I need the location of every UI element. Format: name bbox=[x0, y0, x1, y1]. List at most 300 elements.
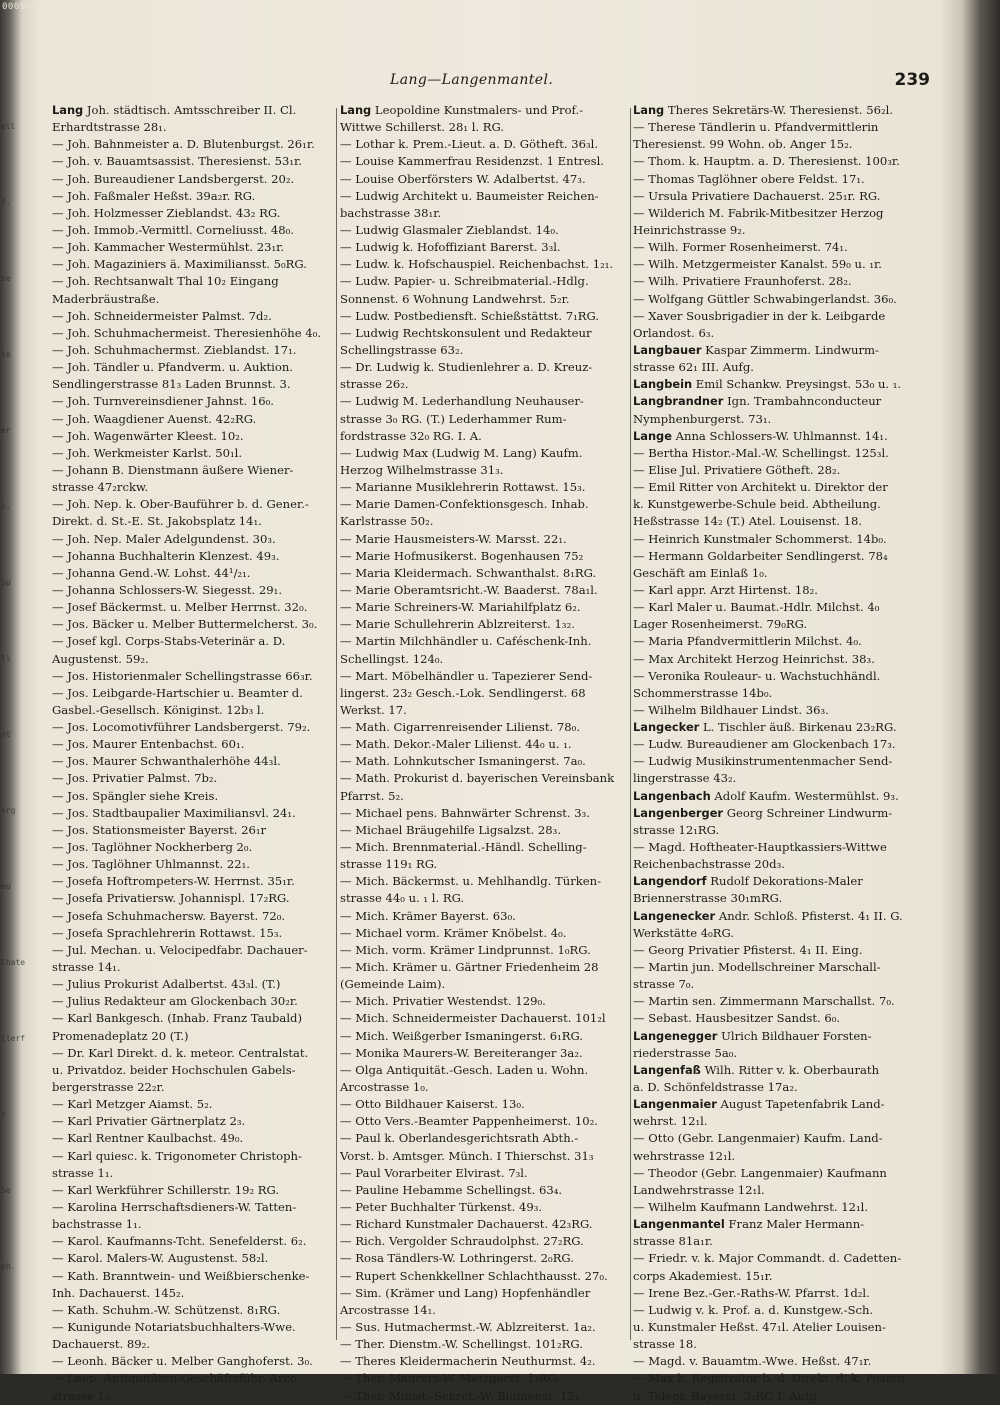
directory-entry-line bbox=[340, 1250, 628, 1267]
entry-text: — Xaver Sousbrigadier in der k. Leibgarde bbox=[633, 308, 886, 323]
entry-text: — Josefa Hoftrompeters-W. Herrnst. 35₁r. bbox=[52, 874, 295, 889]
entry-text: u. Privatdoz. beider Hochschulen Gabels- bbox=[52, 1062, 296, 1077]
entry-text: Ulrich Bildhauer Forsten- bbox=[717, 1028, 872, 1043]
directory-entry-line bbox=[52, 753, 338, 770]
entry-text: — Kath. Branntwein- und Weißbierschenke- bbox=[52, 1268, 310, 1283]
margin-fragment: ph. bbox=[1, 1262, 16, 1271]
directory-entry-line bbox=[633, 342, 925, 359]
directory-entry-line bbox=[52, 925, 338, 942]
entry-text: — Ludwig Glasmaler Zieblandst. 14₀. bbox=[340, 222, 559, 237]
entry-text: strasse 12₁RG. bbox=[633, 822, 720, 837]
entry-text: Reichenbachstrasse 20d₃. bbox=[633, 857, 785, 872]
directory-entry-line bbox=[52, 1165, 338, 1182]
directory-entry-line bbox=[633, 668, 925, 685]
directory-entry-line bbox=[340, 273, 628, 290]
entry-text: — Joh. Bureaudiener Landsbergerst. 20₂. bbox=[52, 171, 295, 186]
entry-text: — Mart. Möbelhändler u. Tapezierer Send- bbox=[340, 668, 593, 683]
margin-fragment: ell bbox=[1, 122, 16, 131]
entry-text: — Wilh. Former Rosenheimerst. 74₁. bbox=[633, 240, 848, 255]
entry-text: — Mich. Brennmaterial.-Händl. Schelling- bbox=[340, 840, 587, 855]
directory-entry-line bbox=[52, 393, 338, 410]
directory-entry-line bbox=[52, 873, 338, 890]
directory-entry-line bbox=[340, 376, 628, 393]
directory-entry-line bbox=[633, 171, 925, 188]
directory-entry-line bbox=[340, 1096, 628, 1113]
entry-text: — Karl appr. Arzt Hirtenst. 18₂. bbox=[633, 582, 818, 597]
entry-text: — Veronika Rouleaur- u. Wachstuchhändl. bbox=[633, 668, 881, 683]
entry-text: — Ther. Minist.-Sekret.-W. Blumenst. 15₁. bbox=[340, 1388, 584, 1403]
entry-text: — Joh. Turnvereinsdiener Jahnst. 16₀. bbox=[52, 394, 274, 409]
directory-entry-line bbox=[633, 153, 925, 170]
entry-text: — Bertha Histor.-Mal.-W. Schellingst. 125₃l. bbox=[633, 445, 889, 460]
entry-text: — Peter Buchhalter Türkenst. 49₃. bbox=[340, 1200, 543, 1214]
entry-text: — Ludwig k. Hofoffiziant Barerst. 3₃l. bbox=[340, 240, 561, 255]
entry-text: — Mich. Weißgerber Ismaningerst. 6₁RG. bbox=[340, 1028, 583, 1043]
entry-text: — Joh. Wagenwärter Kleest. 10₂. bbox=[52, 428, 244, 443]
directory-entry-line bbox=[340, 1268, 628, 1285]
directory-entry-line bbox=[633, 1079, 925, 1096]
entry-text: fordstrasse 32₀ RG. I. A. bbox=[340, 428, 482, 443]
entry-text: — Julius Redakteur am Glockenbach 30₂r. bbox=[52, 994, 298, 1009]
directory-entry-line bbox=[340, 205, 628, 222]
entry-text: — Jul. Mechan. u. Velocipedfabr. Dachauer- bbox=[52, 942, 308, 957]
entry-text: — Friedr. v. k. Major Commandt. d. Cadetten- bbox=[633, 1251, 902, 1266]
page-number: 239 bbox=[894, 70, 930, 90]
entry-text: — Max Architekt Herzog Heinrichst. 38₃. bbox=[633, 651, 875, 666]
entry-text: Theres Sekretärs-W. Theresienst. 56₂l. bbox=[664, 103, 894, 117]
entry-text: Theresienst. 99 Wohn. ob. Anger 15₂. bbox=[633, 137, 853, 152]
entry-text: Leopoldine Kunstmalers- und Prof.- bbox=[371, 103, 584, 117]
directory-entry-line bbox=[52, 136, 338, 153]
directory-entry-line bbox=[633, 582, 925, 599]
directory-entry-line bbox=[52, 222, 338, 239]
directory-entry-line bbox=[52, 702, 338, 719]
entry-text: — Irene Bez.-Ger.-Raths-W. Pfarrst. 1d₂l. bbox=[633, 1285, 870, 1300]
surname-heading: Langenberger bbox=[633, 805, 724, 820]
entry-text: — Joh. Schuhmachermst. Zieblandst. 17₁. bbox=[52, 342, 297, 357]
directory-entry-line bbox=[633, 411, 925, 428]
entry-text: riederstrasse 5a₀. bbox=[633, 1045, 738, 1060]
entry-text: Pfarrst. 5₂. bbox=[340, 788, 404, 803]
directory-entry-line bbox=[340, 1028, 628, 1045]
entry-text: — Michael Bräugehilfe Ligsalzst. 28₃. bbox=[340, 822, 562, 837]
entry-text: strasse 14₁. bbox=[52, 960, 121, 975]
directory-entry-line bbox=[52, 359, 338, 376]
directory-entry-line bbox=[52, 1216, 338, 1233]
directory-entry-line bbox=[633, 325, 925, 342]
entry-text: Nymphenburgerst. 73₁. bbox=[633, 411, 772, 426]
directory-entry-line bbox=[633, 1268, 925, 1285]
directory-entry-line bbox=[52, 188, 338, 205]
margin-fragment: ll bbox=[1, 654, 11, 663]
entry-text: — Karl Werkführer Schillerstr. 19₂ RG. bbox=[52, 1182, 280, 1197]
entry-text: Heßstrasse 14₂ (T.) Atel. Louisenst. 18. bbox=[633, 514, 863, 529]
entry-text: Landwehrstrasse 12₁l. bbox=[633, 1182, 765, 1197]
entry-text: — Marie Hofmusikerst. Bogenhausen 75₂ bbox=[340, 548, 584, 563]
directory-entry-line bbox=[633, 102, 925, 119]
directory-entry-line bbox=[52, 1130, 338, 1147]
entry-text: — Ludw. k. Hofschauspiel. Reichenbachst. 1₂₁. bbox=[340, 257, 614, 272]
entry-text: — Rosa Tändlers-W. Lothringerst. 2₀RG. bbox=[340, 1251, 574, 1266]
entry-text: strasse 7₀. bbox=[633, 977, 695, 992]
directory-entry-line bbox=[633, 1336, 925, 1353]
directory-entry-line bbox=[52, 273, 338, 290]
directory-entry-line bbox=[52, 582, 338, 599]
directory-entry-line bbox=[52, 993, 338, 1010]
entry-text: — Ther. Maurers-W. Metzgerst. 1₁RG. bbox=[340, 1371, 561, 1386]
directory-entry-line bbox=[340, 1233, 628, 1250]
entry-text: bachstrasse 38₁r. bbox=[340, 205, 442, 220]
directory-entry-line bbox=[633, 959, 925, 976]
surname-heading: Langbein bbox=[633, 377, 693, 392]
entry-text: strasse 18. bbox=[633, 1337, 697, 1352]
entry-text: — Jos. Taglöhner Nockherberg 2₀. bbox=[52, 840, 253, 855]
directory-entry-line bbox=[633, 222, 925, 239]
entry-text: Werkst. 17. bbox=[340, 702, 407, 717]
entry-text: — Jos. Locomotivführer Landsbergerst. 79₂. bbox=[52, 720, 311, 735]
entry-text: Maderbräustraße. bbox=[52, 291, 160, 306]
entry-text: — Mich. vorm. Krämer Lindprunnst. 1₀RG. bbox=[340, 942, 591, 957]
directory-entry-line bbox=[633, 428, 925, 445]
entry-text: Briennerstrasse 30₁mRG. bbox=[633, 891, 783, 906]
page-title: Lang—Langenmantel. bbox=[390, 72, 554, 88]
directory-entry-line bbox=[633, 308, 925, 325]
directory-entry-line bbox=[633, 976, 925, 993]
entry-text: corps Akademiest. 15₁r. bbox=[633, 1268, 773, 1283]
entry-text: — Karl Rentner Kaulbachst. 49₀. bbox=[52, 1131, 244, 1146]
directory-entry-line bbox=[633, 599, 925, 616]
entry-text: — Wolfgang Güttler Schwabingerlandst. 36₀. bbox=[633, 291, 897, 306]
entry-text: — Paul k. Oberlandesgerichtsrath Abth.- bbox=[340, 1131, 579, 1146]
entry-text: — Math. Dekor.-Maler Lilienst. 44₀ u. ₁. bbox=[340, 737, 572, 752]
entry-text: — Karl Bankgesch. (Inhab. Franz Taubald) bbox=[52, 1011, 302, 1026]
directory-column-3 bbox=[633, 102, 925, 1405]
directory-entry-line bbox=[633, 805, 925, 822]
directory-entry-line bbox=[633, 993, 925, 1010]
directory-entry-line bbox=[52, 291, 338, 308]
directory-entry-line bbox=[340, 651, 628, 668]
directory-entry-line bbox=[633, 1148, 925, 1165]
entry-text: Schommerstrasse 14b₀. bbox=[633, 685, 773, 700]
entry-text: — Ludwig Max (Ludwig M. Lang) Kaufm. bbox=[340, 445, 583, 460]
entry-text: Arcostrasse 1₀. bbox=[340, 1080, 429, 1095]
directory-entry-line bbox=[340, 411, 628, 428]
directory-entry-line bbox=[52, 1148, 338, 1165]
entry-text: — Math. Lohnkutscher Ismaningerst. 7a₀. bbox=[340, 754, 586, 769]
entry-text: — Wilh. Metzgermeister Kanalst. 59₀ u. ₁r. bbox=[633, 257, 882, 272]
directory-entry-line bbox=[52, 1353, 338, 1370]
directory-entry-line bbox=[52, 839, 338, 856]
entry-text: — Mich. Bäckermst. u. Mehlhandlg. Türken- bbox=[340, 874, 602, 889]
directory-entry-line bbox=[633, 1130, 925, 1147]
directory-entry-line bbox=[633, 1182, 925, 1199]
directory-entry-line bbox=[52, 959, 338, 976]
entry-text: — Otto Bildhauer Kaiserst. 13₀. bbox=[340, 1097, 525, 1112]
directory-entry-line bbox=[340, 1148, 628, 1165]
directory-entry-line bbox=[52, 736, 338, 753]
entry-text: — Jos. Bäcker u. Melber Buttermelcherst. 3₀. bbox=[52, 617, 318, 632]
entry-text: Adolf Kaufm. Westermühlst. 9₃. bbox=[710, 788, 899, 803]
directory-entry-line bbox=[633, 273, 925, 290]
directory-entry-line bbox=[633, 1233, 925, 1250]
entry-text: Direkt. d. St.-E. St. Jakobsplatz 14₁. bbox=[52, 514, 262, 529]
entry-text: Werkstätte 4₀RG. bbox=[633, 925, 735, 940]
directory-entry-line bbox=[633, 1010, 925, 1027]
entry-text: Andr. Schloß. Pfisterst. 4₁ II. G. bbox=[715, 908, 903, 923]
entry-text: Ign. Trambahnconducteur bbox=[723, 394, 882, 409]
entry-text: — Marie Hausmeisters-W. Marsst. 22₁. bbox=[340, 531, 567, 546]
entry-text: — Ludwig Rechtskonsulent und Redakteur bbox=[340, 325, 592, 340]
directory-entry-line bbox=[340, 1285, 628, 1302]
margin-fragment: Sp bbox=[1, 578, 11, 587]
entry-text: Vorst. b. Amtsger. Münch. I Thierschst. 31₃ bbox=[340, 1148, 594, 1163]
directory-entry-line bbox=[340, 1370, 628, 1387]
directory-entry-line bbox=[633, 565, 925, 582]
entry-text: — Ludwig M. Lederhandlung Neuhauser- bbox=[340, 394, 584, 409]
directory-entry-line bbox=[52, 171, 338, 188]
directory-entry-line bbox=[633, 1216, 925, 1233]
directory-entry-line bbox=[52, 770, 338, 787]
entry-text: — Kunigunde Notariatsbuchhalters-Wwe. bbox=[52, 1319, 296, 1334]
entry-text: Augustenst. 59₂. bbox=[52, 651, 149, 666]
entry-text: — Joh. Waagdiener Auenst. 42₂RG. bbox=[52, 411, 257, 426]
directory-entry-line bbox=[52, 205, 338, 222]
entry-text: strasse 26₂. bbox=[340, 377, 409, 392]
directory-entry-line bbox=[340, 770, 628, 787]
entry-text: — Joh. Schneidermeister Palmst. 7d₂. bbox=[52, 308, 272, 323]
directory-entry-line bbox=[52, 153, 338, 170]
directory-entry-line bbox=[340, 531, 628, 548]
directory-entry-line bbox=[633, 788, 925, 805]
entry-text: — Karol. Kaufmanns-Tcht. Senefelderst. 6₂. bbox=[52, 1234, 307, 1249]
entry-text: a. D. Schönfeldstrasse 17a₂. bbox=[633, 1080, 798, 1095]
entry-text: — Karl quiesc. k. Trigonometer Christoph- bbox=[52, 1148, 302, 1163]
directory-entry-line bbox=[52, 1388, 338, 1405]
directory-entry-line bbox=[340, 462, 628, 479]
entry-text: strasse 47₂rckw. bbox=[52, 480, 149, 495]
entry-text: — Johanna Buchhalterin Klenzest. 49₃. bbox=[52, 548, 280, 563]
entry-text: — Therese Tändlerin u. Pfandvermittlerin bbox=[633, 120, 879, 135]
surname-heading: Langenecker bbox=[633, 908, 716, 923]
entry-text: — Marianne Musiklehrerin Rottawst. 15₃. bbox=[340, 480, 586, 495]
directory-entry-line bbox=[633, 291, 925, 308]
entry-text: — Josefa Privatiersw. Johannispl. 17₂RG. bbox=[52, 891, 290, 906]
directory-entry-line bbox=[633, 1113, 925, 1130]
directory-entry-line bbox=[52, 1233, 338, 1250]
entry-text: — Jos. Stadtbaupalier Maximiliansvl. 24₁. bbox=[52, 805, 296, 820]
directory-entry-line bbox=[52, 325, 338, 342]
entry-text: — Ludw. Papier- u. Schreibmaterial.-Hdlg. bbox=[340, 274, 589, 289]
margin-fragment: er bbox=[1, 426, 11, 435]
entry-text: Heinrichstrasse 9₂. bbox=[633, 222, 746, 237]
directory-entry-line bbox=[633, 1285, 925, 1302]
entry-text: — Karolina Herrschaftsdieners-W. Tatten- bbox=[52, 1200, 297, 1214]
surname-heading: Langenmaier bbox=[633, 1097, 717, 1112]
directory-entry-line bbox=[633, 685, 925, 702]
directory-entry-line bbox=[52, 1062, 338, 1079]
entry-text: — Jos. Leibgarde-Hartschier u. Beamter d. bbox=[52, 685, 303, 700]
directory-entry-line bbox=[52, 599, 338, 616]
directory-entry-line bbox=[340, 1130, 628, 1147]
entry-text: — Elise Jul. Privatiere Götheft. 28₂. bbox=[633, 462, 841, 477]
entry-text: — Olga Antiquität.-Gesch. Laden u. Wohn. bbox=[340, 1062, 589, 1077]
directory-entry-line bbox=[340, 839, 628, 856]
directory-entry-line bbox=[340, 102, 628, 119]
entry-text: Lager Rosenheimerst. 79₀RG. bbox=[633, 617, 808, 632]
surname-heading: Langendorf bbox=[633, 874, 707, 889]
entry-text: — Karol. Malers-W. Augustenst. 58₂l. bbox=[52, 1251, 269, 1266]
surname-heading: Langenmantel bbox=[633, 1217, 725, 1232]
entry-text: — Josef Bäckermst. u. Melber Herrnst. 32₀. bbox=[52, 600, 308, 615]
entry-text: Geschäft am Einlaß 1₀. bbox=[633, 565, 768, 580]
directory-entry-line bbox=[340, 753, 628, 770]
directory-entry-line bbox=[340, 890, 628, 907]
entry-text: — Ludwig Architekt u. Baumeister Reichen- bbox=[340, 188, 599, 203]
directory-entry-line bbox=[340, 736, 628, 753]
directory-entry-line bbox=[52, 633, 338, 650]
entry-text: — Math. Cigarrenreisender Lilienst. 78₀. bbox=[340, 720, 580, 735]
entry-text: — Louise Kammerfrau Residenzst. 1 Entresl. bbox=[340, 154, 604, 169]
entry-text: — Martin Milchhändler u. Caféschenk-Inh. bbox=[340, 634, 592, 649]
directory-entry-line bbox=[52, 788, 338, 805]
entry-text: — Pauline Hebamme Schellingst. 63₄. bbox=[340, 1182, 563, 1197]
entry-text: — Paul Vorarbeiter Elvirast. 7₃l. bbox=[340, 1165, 528, 1180]
directory-entry-line bbox=[340, 1336, 628, 1353]
entry-text: — Joh. Kammacher Westermühlst. 23₁r. bbox=[52, 240, 285, 255]
entry-text: — Magd. v. Bauamtm.-Wwe. Heßst. 47₁r. bbox=[633, 1354, 872, 1369]
directory-entry-line bbox=[633, 651, 925, 668]
margin-fragment: le bbox=[1, 350, 11, 359]
margin-fragment: Chate bbox=[1, 958, 26, 967]
directory-entry-line bbox=[340, 171, 628, 188]
entry-text: — Martin jun. Modellschreiner Marschall- bbox=[633, 960, 881, 975]
directory-entry-line bbox=[633, 822, 925, 839]
entry-text: — Joh. Nep. k. Ober-Bauführer b. d. Gener.- bbox=[52, 497, 309, 512]
directory-entry-line bbox=[340, 136, 628, 153]
entry-text: — Ursula Privatiere Dachauerst. 25₁r. RG. bbox=[633, 188, 881, 203]
directory-entry-line bbox=[52, 1302, 338, 1319]
directory-entry-line bbox=[52, 548, 338, 565]
directory-entry-line bbox=[52, 119, 338, 136]
margin-fragment: l. bbox=[1, 502, 11, 511]
entry-text: — Leonh. Bäcker u. Melber Ganghoferst. 3₀. bbox=[52, 1354, 313, 1369]
entry-text: — Emil Ritter von Architekt u. Direktor der bbox=[633, 480, 888, 495]
directory-entry-line bbox=[52, 256, 338, 273]
directory-entry-line bbox=[340, 993, 628, 1010]
directory-entry-line bbox=[340, 1388, 628, 1405]
entry-text: — Mich. Schneidermeister Dachauerst. 101₂l bbox=[340, 1011, 606, 1026]
directory-entry-line bbox=[52, 805, 338, 822]
entry-text: Karlstrasse 50₂. bbox=[340, 514, 434, 529]
entry-text: — Wilhelm Kaufmann Landwehrst. 12₁l. bbox=[633, 1200, 869, 1214]
entry-text: — Dr. Karl Direkt. d. k. meteor. Centralstat. bbox=[52, 1045, 309, 1060]
directory-entry-line bbox=[633, 925, 925, 942]
entry-text: Sonnenst. 6 Wohnung Landwehrst. 5₂r. bbox=[340, 291, 570, 306]
directory-entry-line bbox=[340, 702, 628, 719]
surname-heading: Langenfaß bbox=[633, 1062, 701, 1077]
directory-entry-line bbox=[340, 719, 628, 736]
directory-entry-line bbox=[633, 1250, 925, 1267]
entry-text: — Joh. Werkmeister Karlst. 50₁l. bbox=[52, 445, 242, 460]
entry-text: — Michael pens. Bahnwärter Schrenst. 3₃. bbox=[340, 805, 591, 820]
entry-text: — Joh. Tändler u. Pfandverm. u. Auktion. bbox=[52, 360, 293, 375]
entry-text: — Josef kgl. Corps-Stabs-Veterinär a. D. bbox=[52, 634, 286, 649]
entry-text: strasse 1₀. bbox=[52, 1388, 114, 1403]
entry-text: Joh. städtisch. Amtsschreiber II. Cl. bbox=[83, 103, 297, 117]
entry-text: — Maria Kleidermach. Schwanthalst. 8₁RG. bbox=[340, 565, 597, 580]
entry-text: — Joh. v. Bauamtsassist. Theresienst. 53₁r. bbox=[52, 154, 302, 169]
directory-entry-line bbox=[340, 1010, 628, 1027]
directory-entry-line bbox=[52, 1045, 338, 1062]
directory-entry-line bbox=[52, 1113, 338, 1130]
directory-entry-line bbox=[340, 1216, 628, 1233]
entry-text: Wittwe Schillerst. 28₁ l. RG. bbox=[340, 120, 505, 135]
entry-text: — Ludwig Musikinstrumentenmacher Send- bbox=[633, 754, 893, 769]
directory-entry-line bbox=[633, 702, 925, 719]
entry-text: August Tapetenfabrik Land- bbox=[716, 1097, 885, 1112]
directory-entry-line bbox=[340, 445, 628, 462]
entry-text: Rudolf Dekorations-Maler bbox=[706, 874, 863, 889]
entry-text: — Jos. Maurer Schwanthalerhöhe 44₃l. bbox=[52, 754, 281, 769]
entry-text: strasse 119₁ RG. bbox=[340, 857, 438, 872]
directory-entry-line bbox=[52, 1010, 338, 1027]
directory-entry-line bbox=[633, 239, 925, 256]
directory-entry-line bbox=[52, 976, 338, 993]
directory-entry-line bbox=[52, 890, 338, 907]
directory-entry-line bbox=[340, 496, 628, 513]
directory-entry-line bbox=[340, 668, 628, 685]
directory-entry-line bbox=[52, 1182, 338, 1199]
column-divider bbox=[630, 108, 631, 1340]
directory-entry-line bbox=[52, 1199, 338, 1216]
entry-text: L. Tischler äuß. Birkenau 23₂RG. bbox=[699, 720, 897, 735]
directory-entry-line bbox=[340, 308, 628, 325]
directory-entry-line bbox=[633, 1353, 925, 1370]
directory-entry-line bbox=[340, 582, 628, 599]
directory-entry-line bbox=[340, 239, 628, 256]
entry-text: — Ludw. Postbediensft. Schießstättst. 7₁RG. bbox=[340, 308, 600, 323]
directory-entry-line bbox=[633, 1165, 925, 1182]
directory-column-2 bbox=[340, 102, 628, 1405]
directory-entry-line bbox=[633, 839, 925, 856]
entry-text: — Joh. Magaziniers ä. Maximiliansst. 5₀RG. bbox=[52, 257, 307, 272]
entry-text: Franz Maler Hermann- bbox=[724, 1217, 865, 1232]
directory-entry-line bbox=[52, 1285, 338, 1302]
entry-text: — Ludwig v. k. Prof. a. d. Kunstgew.-Sch. bbox=[633, 1302, 874, 1317]
entry-text: — Sim. (Krämer und Lang) Hopfenhändler bbox=[340, 1285, 591, 1300]
entry-text: — Richard Kunstmaler Dachauerst. 42₃RG. bbox=[340, 1217, 593, 1232]
entry-text: — Joh. Faßmaler Heßst. 39a₂r. RG. bbox=[52, 188, 256, 203]
entry-text: u. Telegr. Bayerst. 3₂RG I. Aufg. bbox=[633, 1388, 821, 1403]
directory-entry-line bbox=[633, 462, 925, 479]
directory-entry-line bbox=[52, 822, 338, 839]
directory-entry-line bbox=[633, 633, 925, 650]
directory-entry-line bbox=[633, 188, 925, 205]
margin-fragment: n bbox=[1, 1110, 6, 1119]
margin-fragment: llerf bbox=[1, 1034, 26, 1043]
directory-entry-line bbox=[633, 1388, 925, 1405]
directory-entry-line bbox=[340, 428, 628, 445]
surname-heading: Lang bbox=[52, 103, 84, 117]
entry-text: — Heinrich Kunstmaler Schommerst. 14b₀. bbox=[633, 531, 887, 546]
entry-text: — Karl Maler u. Baumat.-Hdlr. Milchst. 4₀ bbox=[633, 600, 880, 615]
directory-entry-line bbox=[52, 102, 338, 119]
entry-text: — Theodor (Gebr. Langenmaier) Kaufmann bbox=[633, 1165, 887, 1180]
entry-text: — Monika Maurers-W. Bereiteranger 3a₂. bbox=[340, 1045, 583, 1060]
directory-entry-line bbox=[52, 462, 338, 479]
entry-text: — Jos. Spängler siehe Kreis. bbox=[52, 788, 219, 803]
entry-text: — Ludw. Bureaudiener am Glockenbach 17₃. bbox=[633, 737, 896, 752]
